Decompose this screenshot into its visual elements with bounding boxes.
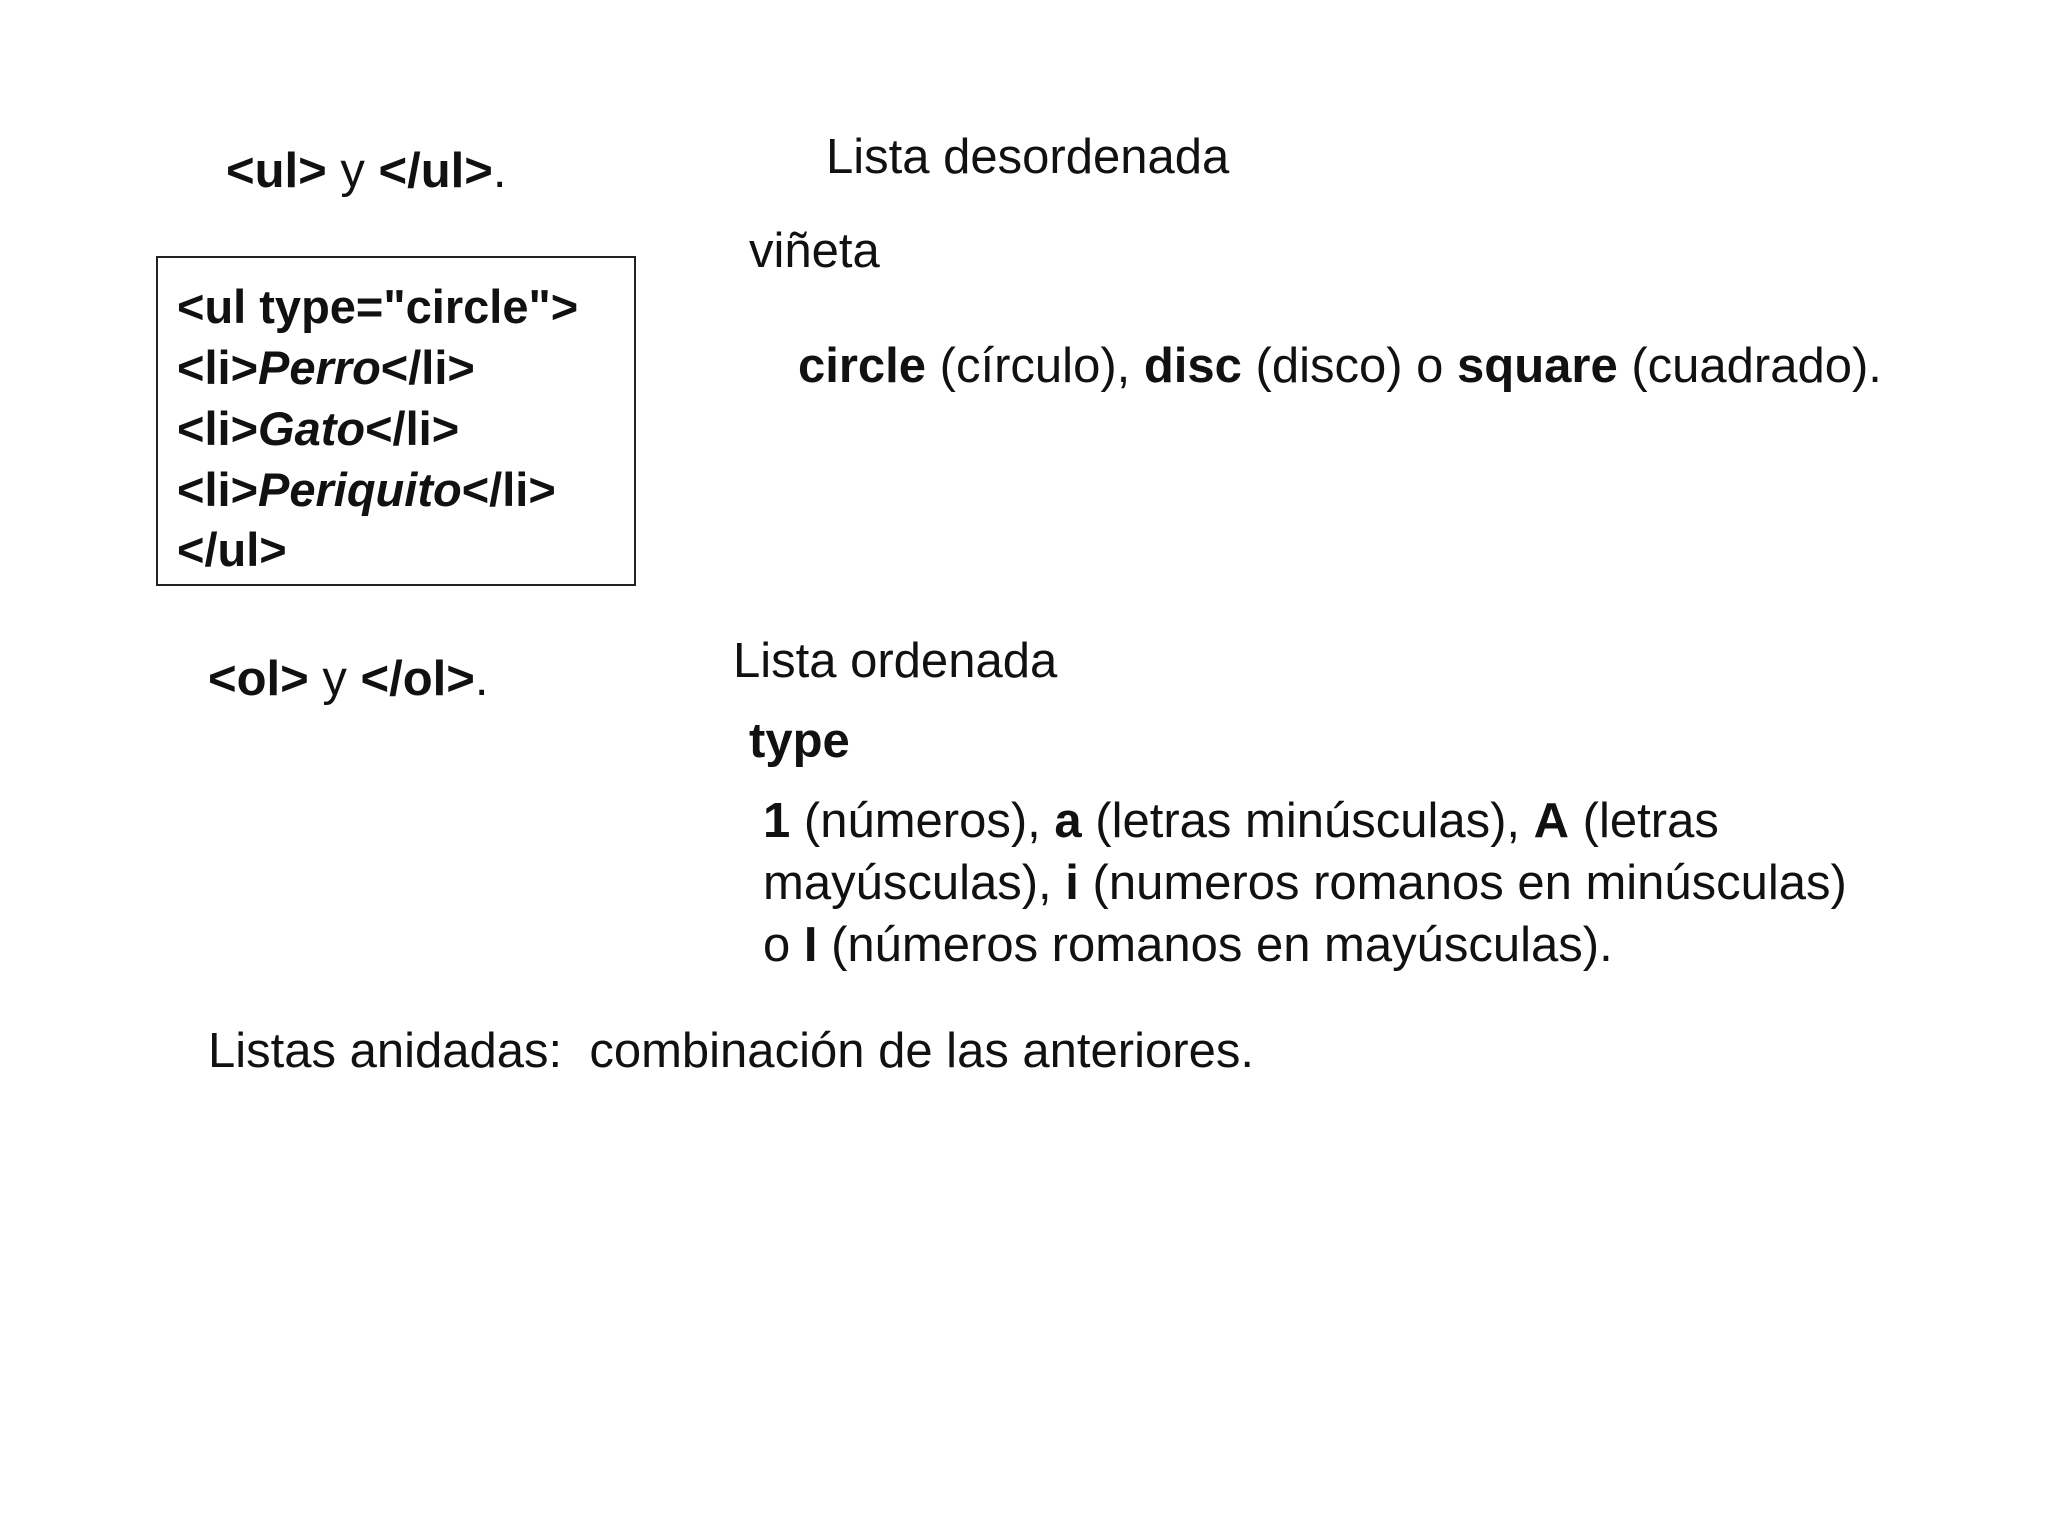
- li-open-tag: <li>: [177, 402, 259, 455]
- li-close-tag: </li>: [461, 463, 556, 516]
- code-line-item-3: [177, 463, 556, 516]
- ol-end: .: [474, 652, 489, 706]
- ordered-type-A-desc-end: mayúsculas),: [763, 856, 1066, 910]
- unordered-list-title: Lista desordenada: [826, 130, 1230, 184]
- ordered-type-A-desc-start: (letras: [1569, 794, 1719, 848]
- ol-close-tag: </ol>: [360, 652, 475, 706]
- bullet-types: [798, 337, 1882, 396]
- nested-lists-text: Listas anidadas: combinación de las anteriores.: [208, 1024, 1254, 1078]
- ul-close-tag: </ul>: [378, 144, 493, 198]
- ul-heading: [226, 142, 507, 201]
- ordered-type-or: o: [763, 918, 804, 972]
- ordered-type-A: A: [1533, 794, 1570, 848]
- bullet-type-disc: disc: [1143, 339, 1242, 393]
- li-open-tag: <li>: [177, 341, 259, 394]
- item-perro: Perro: [258, 341, 381, 394]
- ordered-type-I-desc: (números romanos en mayúsculas).: [817, 918, 1613, 972]
- ol-joiner: y: [308, 652, 361, 706]
- item-periquito: Periquito: [258, 463, 462, 516]
- li-close-tag: </li>: [365, 402, 460, 455]
- ordered-type-a: a: [1054, 794, 1082, 848]
- code-line-ul-close: </ul>: [177, 523, 287, 576]
- bullet-type-circle-desc: (círculo),: [926, 339, 1144, 393]
- ul-end: .: [492, 144, 507, 198]
- li-close-tag: </li>: [380, 341, 475, 394]
- bullet-type-circle: circle: [798, 339, 927, 393]
- bullet-type-disc-desc: (disco) o: [1241, 339, 1458, 393]
- ordered-type-a-desc: (letras minúsculas),: [1081, 794, 1534, 848]
- type-attribute: type: [749, 714, 850, 768]
- li-open-tag: <li>: [177, 463, 259, 516]
- ordered-type-1-desc: (números),: [790, 794, 1055, 848]
- ordered-types: [763, 790, 1993, 976]
- bullet-type-square: square: [1457, 339, 1618, 393]
- ordered-types-row-2: [763, 852, 1993, 914]
- ordered-type-I: I: [803, 918, 818, 972]
- ol-open-tag: <ol>: [208, 652, 309, 706]
- code-line-item-1: [177, 341, 475, 394]
- item-gato: Gato: [258, 402, 366, 455]
- ul-open-tag: <ul>: [226, 144, 327, 198]
- code-example-box: [156, 256, 636, 586]
- ordered-type-i-desc: (numeros romanos en minúsculas): [1078, 856, 1847, 910]
- ordered-types-row-1: [763, 790, 1993, 852]
- ordered-types-row-3: [763, 914, 1993, 976]
- code-line-item-2: [177, 402, 460, 455]
- ol-heading: [208, 650, 489, 709]
- ul-joiner: y: [326, 144, 379, 198]
- ordered-type-i: i: [1065, 856, 1079, 910]
- ordered-type-1: 1: [763, 794, 791, 848]
- bullet-type-square-desc: (cuadrado).: [1617, 339, 1882, 393]
- code-line-ul-open: <ul type="circle">: [177, 280, 579, 333]
- bullet-label: viñeta: [749, 224, 880, 278]
- ordered-list-title: Lista ordenada: [733, 634, 1058, 688]
